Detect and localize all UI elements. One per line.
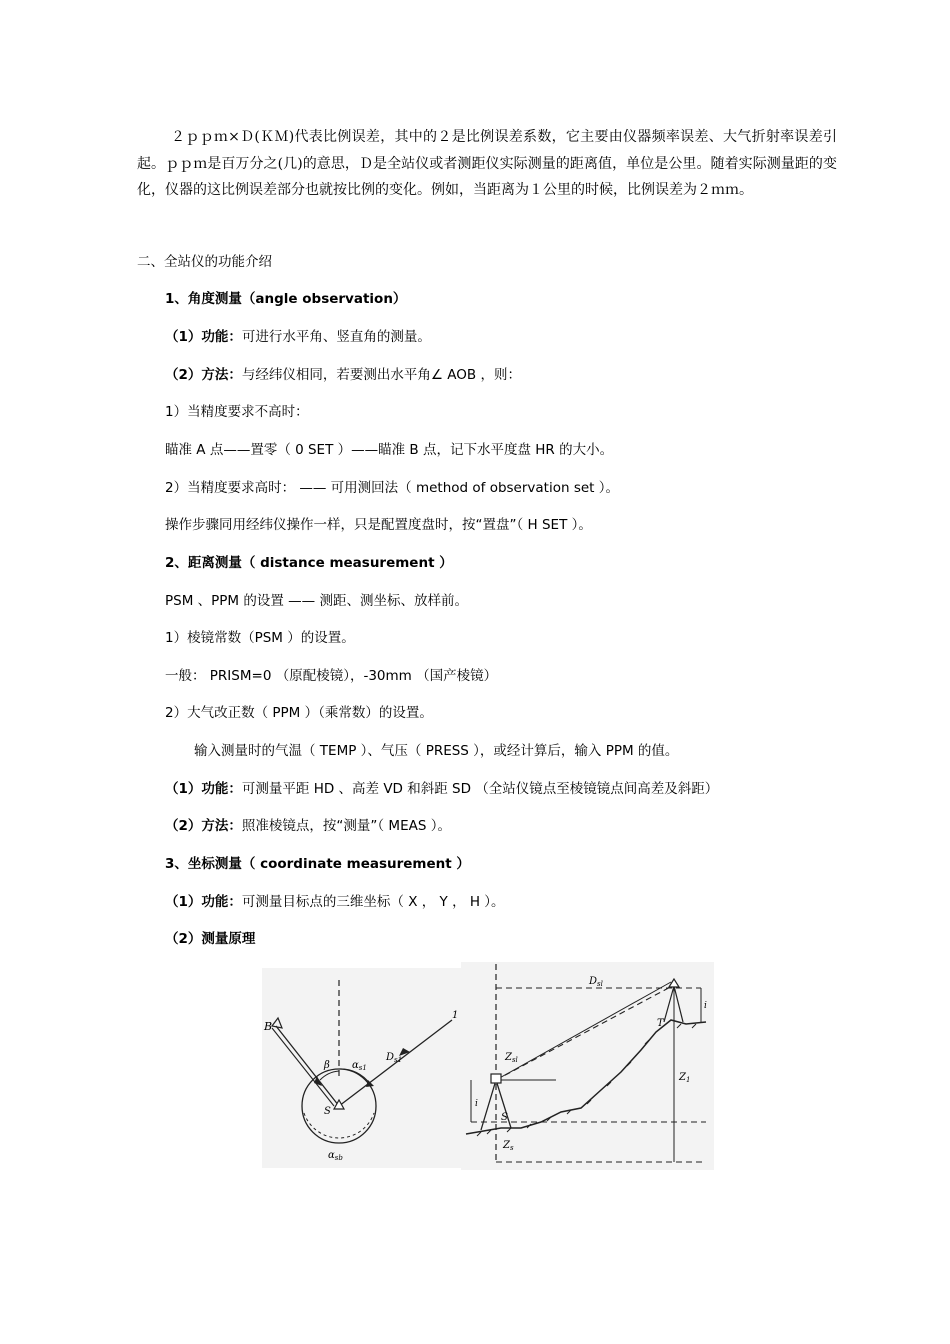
angle-case2-steps: 操作步骤同用经纬仪操作一样，只是配置度盘时，按“置盘”（ H SET ）。	[165, 517, 592, 533]
label-z-s-main: Z	[503, 1140, 510, 1151]
label-d-s1-sub: s1	[394, 1056, 403, 1064]
ppm-setting: 2）大气改正数（ PPM ）（乘常数）的设置。	[165, 705, 433, 721]
angle-method	[165, 366, 521, 384]
label-alpha-sb-main: α	[328, 1150, 335, 1161]
angle-function	[165, 328, 431, 346]
label-alpha-s1-main: α	[352, 1060, 359, 1071]
angle-method-label: （2）方法：	[165, 367, 242, 383]
distance-method	[165, 817, 451, 835]
label-alpha-sb-sub: sb	[334, 1154, 343, 1162]
intro-paragraph: ２ｐｐｍ×Ｄ(ＫＭ)代表比例误差，其中的２是比例误差系数，它主要由仪器频率误差、大气折射率误差引起。ｐｐｍ是百万分之(几)的意思，Ｄ是全站仪或者测距仪实际测量的距离值，单位是公里。随着实际测量距的变化，仪器的这比例误差部分也就按比例的变化。例如，当距离为１公里的时候，比例误差为２ｍｍ。	[137, 129, 837, 198]
profile-figure	[461, 962, 714, 1170]
label-alpha-s1-sub: s1	[358, 1064, 367, 1072]
label-s: S	[324, 1106, 331, 1117]
prism-values: 一般： PRISM=0 （原配棱镜），-30mm （国产棱镜）	[165, 668, 498, 684]
coordinate-heading: 3、坐标测量（ coordinate measurement ）	[165, 856, 470, 872]
coordinate-principle: （2）测量原理	[165, 931, 256, 947]
label-t: T	[657, 1018, 664, 1029]
label-z1-main: Z	[679, 1072, 686, 1083]
distance-method-text: 照准棱镜点，按“测量”（ MEAS ）。	[241, 818, 451, 834]
prism-constant: 1）棱镜常数（PSM ）的设置。	[165, 630, 355, 646]
label-d-s1-main: D	[386, 1052, 395, 1063]
distance-heading: 2、距离测量（ distance measurement ）	[165, 555, 453, 571]
label-z-sl-main: Z	[505, 1052, 512, 1063]
angle-heading: 1、角度测量（angle observation）	[165, 291, 407, 307]
ppm-text: 输入测量时的气温（ TEMP ）、气压（ PRESS ），或经计算后，输入 PPM 的值。	[194, 743, 679, 759]
distance-function	[165, 780, 718, 798]
distance-function-label: （1）功能：	[165, 781, 242, 797]
angle-case1: 1）当精度要求不高时：	[165, 404, 309, 420]
label-d-sl-main: D	[589, 976, 598, 987]
coordinate-function	[165, 893, 505, 911]
label-b: B	[264, 1020, 273, 1033]
label-z1-sub: 1	[685, 1076, 691, 1084]
angle-function-text: 可进行水平角、竖直角的测量。	[241, 329, 431, 345]
coordinate-function-text: 可测量目标点的三维坐标（ X ， Y ， H ）。	[241, 894, 505, 910]
angle-case2: 2）当精度要求高时： —— 可用测回法（ method of observation set ）。	[165, 480, 619, 496]
instrument-body	[491, 1074, 501, 1083]
psm-ppm-setting: PSM 、PPM 的设置 —— 测距、测坐标、放样前。	[165, 593, 468, 609]
label-d-sl-sub: sl	[597, 980, 603, 988]
angle-case1-steps: 瞄准 A 点——置零（ 0 SET ）——瞄准 B 点，记下水平度盘 HR 的大小。	[165, 442, 614, 458]
azimuth-figure	[262, 968, 462, 1168]
label-z-s-sub: s	[509, 1144, 514, 1152]
label-z-sl-sub: sl	[511, 1056, 518, 1064]
distance-function-text: 可测量平距 HD 、高差 VD 和斜距 SD （全站仪镜点至棱镜镜点间高差及斜距）	[241, 781, 719, 797]
label-beta: β	[324, 1060, 330, 1071]
coordinate-function-label: （1）功能：	[165, 894, 242, 910]
section-title: 二、全站仪的功能介绍	[137, 254, 272, 270]
angle-method-text: 与经纬仪相同，若要测出水平角∠ AOB ，则：	[241, 367, 521, 383]
distance-method-label: （2）方法：	[165, 818, 242, 834]
label-1: 1	[452, 1010, 459, 1021]
label-s: S	[501, 1112, 508, 1123]
angle-function-label: （1）功能：	[165, 329, 242, 345]
label-instrument-height: i	[475, 1099, 478, 1109]
label-target-height: i	[704, 1001, 707, 1011]
